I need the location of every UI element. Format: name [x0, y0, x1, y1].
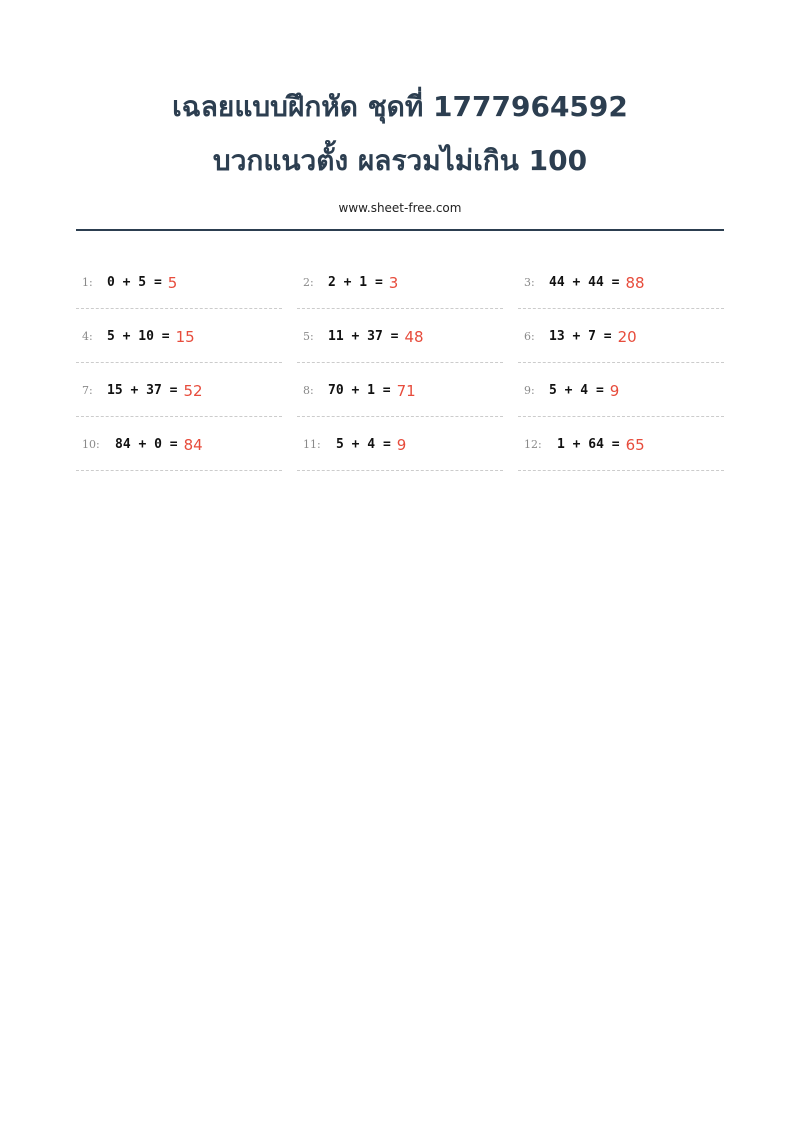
problem-item-5	[297, 309, 503, 363]
problem-item-8	[297, 363, 503, 417]
problem-number: 6:	[524, 330, 535, 343]
title-line-2: บวกแนวตั้ง ผลรวมไม่เกิน 100	[212, 144, 588, 177]
problem-answer: 3	[388, 273, 399, 292]
problem-answer: 15	[175, 327, 195, 346]
problem-item-10	[76, 417, 282, 471]
problem-expression: 11 + 37 =	[328, 329, 399, 344]
problem-item-7	[76, 363, 282, 417]
problem-answer: 71	[396, 381, 416, 400]
problem-item-11	[297, 417, 503, 471]
problem-number: 12:	[524, 438, 542, 451]
problem-item-6	[518, 309, 724, 363]
problem-expression: 13 + 7 =	[549, 329, 612, 344]
problem-expression: 2 + 1 =	[328, 275, 383, 290]
problem-expression: 5 + 4 =	[549, 383, 604, 398]
problem-number: 2:	[303, 276, 314, 289]
problem-number: 5:	[303, 330, 314, 343]
problem-item-4	[76, 309, 282, 363]
problem-answer: 20	[617, 327, 637, 346]
problem-item-2	[297, 255, 503, 309]
problem-answer: 52	[183, 381, 203, 400]
page-title	[76, 80, 724, 188]
problem-answer: 84	[183, 435, 203, 454]
problem-answer: 48	[404, 327, 424, 346]
problem-expression: 5 + 10 =	[107, 329, 170, 344]
problem-item-1	[76, 255, 282, 309]
header-divider	[76, 229, 724, 231]
problem-number: 8:	[303, 384, 314, 397]
problem-expression: 84 + 0 =	[115, 437, 178, 452]
problem-item-3	[518, 255, 724, 309]
problem-answer: 88	[625, 273, 645, 292]
problem-expression: 70 + 1 =	[328, 383, 391, 398]
problem-item-12	[518, 417, 724, 471]
problem-answer: 65	[625, 435, 645, 454]
problem-expression: 1 + 64 =	[557, 437, 620, 452]
problem-expression: 5 + 4 =	[336, 437, 391, 452]
problem-number: 7:	[82, 384, 93, 397]
problem-number: 1:	[82, 276, 93, 289]
problem-item-9	[518, 363, 724, 417]
problem-number: 3:	[524, 276, 535, 289]
worksheet-page	[76, 80, 724, 471]
website-url: www.sheet-free.com	[338, 201, 462, 215]
problem-expression: 15 + 37 =	[107, 383, 178, 398]
problem-number: 4:	[82, 330, 93, 343]
problem-answer: 5	[167, 273, 178, 292]
problem-answer: 9	[609, 381, 620, 400]
problem-answer: 9	[396, 435, 407, 454]
title-line-1: เฉลยแบบฝึกหัด ชุดที่ 1777964592	[172, 90, 628, 123]
problem-number: 9:	[524, 384, 535, 397]
problem-expression: 0 + 5 =	[107, 275, 162, 290]
problem-number: 11:	[303, 438, 321, 451]
problem-grid	[76, 255, 724, 471]
problem-expression: 44 + 44 =	[549, 275, 620, 290]
problem-number: 10:	[82, 438, 100, 451]
